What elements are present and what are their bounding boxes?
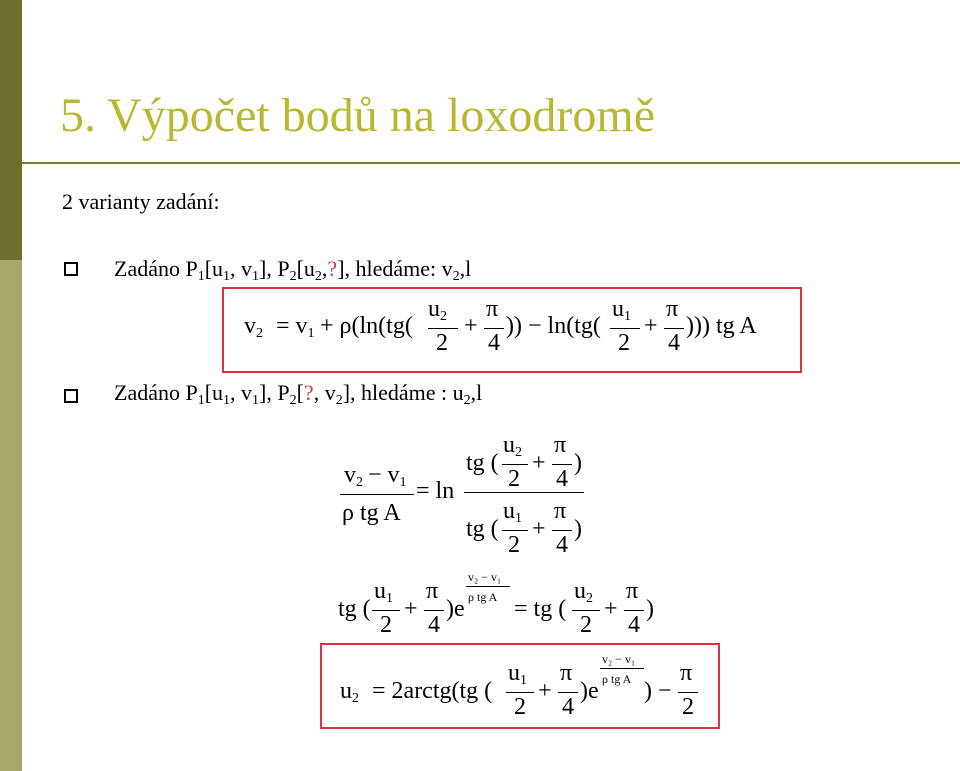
formula-2-pi-bottom: π [554,498,567,524]
formula-1-mid: )) − ln(tg( [506,313,601,339]
variant-1-text: Zadáno $P_1[u_1$, $v_1$], $P_2[u_2,?]$, hledáme: $v_2,l$ [114,256,472,284]
bullet-square [64,389,78,403]
formula-2-d2-bottom: 2 [508,532,520,558]
formula-4-u1: $u_1$ [508,660,527,688]
formula-1-tail: ))) tg A [686,313,757,339]
fraction-bar [502,464,528,465]
formula-4-pi-a: π [560,660,573,686]
formula-1-d2a: 2 [436,330,448,356]
formula-1-u2: $u_2$ [428,296,447,324]
formula-2-eq: = ln [416,478,455,504]
formula-4-d4: 4 [562,694,574,720]
formula-2-tg-top: tg ( [466,450,499,476]
formula-2-u1: $u_1$ [503,498,522,526]
formula-3-exp-den: ρ tg A [468,590,498,604]
formula-3-exp-num: v₂ − v₁ [468,570,502,584]
formula-4-d2b: 2 [682,694,694,720]
formula-2-u2: $u_2$ [503,432,522,460]
formula-4-pi-b: π [680,660,693,686]
formula-4-exp-num: v₂ − v₁ [602,652,636,666]
formula-2-close-top: ) [574,450,582,476]
fraction-bar [466,586,510,587]
fraction-bar [428,328,458,329]
formula-4-d2a: 2 [514,694,526,720]
formula-1-plus-b: + [644,313,658,339]
formula-3-u1: $u_1$ [374,578,393,606]
title-rule [22,162,960,164]
formula-2-plus-top: + [532,450,546,476]
fraction-bar [610,328,640,329]
fraction-bar [552,530,572,531]
formula-4-lhs: $u_2$ [340,678,359,706]
formula-1-lhs: $v_2$ [244,313,263,341]
formula-3-e: )e [446,596,465,622]
formula-3-d2a: 2 [380,612,392,638]
fraction-bar [624,610,644,611]
variant-2-text: Zadáno $P_1[u_1$, $v_1$], $P_2$[?, $v_2$], hledáme : $u_2,l$ [114,380,483,408]
formula-2-den: ρ tg A [342,500,401,526]
fraction-bar [506,692,534,693]
fraction-bar [484,328,504,329]
formula-3-u2: $u_2$ [574,578,593,606]
formula-2-d2-top: 2 [508,466,520,492]
formula-2-d4-top: 4 [556,466,568,492]
formula-4-exp-den: ρ tg A [602,672,632,686]
formula-4-plus: + [538,678,552,704]
formula-3-d4a: 4 [428,612,440,638]
formula-1-pi-b: π [666,296,679,322]
formula-2-tg-bottom: tg ( [466,516,499,542]
formula-3-d2b: 2 [580,612,592,638]
slide-title: 5. Výpočet bodů na loxodromě [60,89,656,142]
formula-2-close-bottom: ) [574,516,582,542]
fraction-bar [664,328,684,329]
subtitle: 2 varianty zadání: [62,189,220,214]
formula-3-close: ) [646,596,654,622]
fraction-bar [502,530,528,531]
formula-1-rho: + ρ(ln(tg( [320,313,413,339]
formula-3-tg: tg ( [338,596,371,622]
formula-1-d4b: 4 [668,330,680,356]
formula-1-plus-a: + [464,313,478,339]
formula-1-u1: $u_1$ [612,296,631,324]
fraction-bar [572,610,600,611]
formula-2-num-v2: $v_2$ [344,462,363,490]
fraction-bar [600,668,644,669]
fraction-bar [372,610,400,611]
formula-2-d4-bottom: 4 [556,532,568,558]
formula-3-eq: = tg ( [514,596,567,622]
formula-2-pi-top: π [554,432,567,458]
formula-4-e: )e [580,678,599,704]
formula-3-plus-a: + [404,596,418,622]
formula-1-d4a: 4 [488,330,500,356]
formula-3-pi-a: π [426,578,439,604]
formula-1-eq: = $v_1$ [276,313,315,341]
main-fraction-bar [464,492,584,493]
fraction-bar [424,610,444,611]
formula-3-pi-b: π [626,578,639,604]
formula-4-tail: ) − [644,678,672,704]
side-bar-top [0,0,22,260]
bullet-square [64,262,78,276]
formula-3-plus-b: + [604,596,618,622]
formula-2-plus-bottom: + [532,516,546,542]
fraction-bar [558,692,578,693]
formula-1-d2b: 2 [618,330,630,356]
fraction-bar [340,494,414,495]
formula-4-eq: = 2arctg(tg ( [372,678,493,704]
fraction-bar [678,692,698,693]
formula-3-d4b: 4 [628,612,640,638]
formula-2-num-minus: − $v_1$ [368,462,407,490]
formula-1-pi-a: π [486,296,499,322]
fraction-bar [552,464,572,465]
